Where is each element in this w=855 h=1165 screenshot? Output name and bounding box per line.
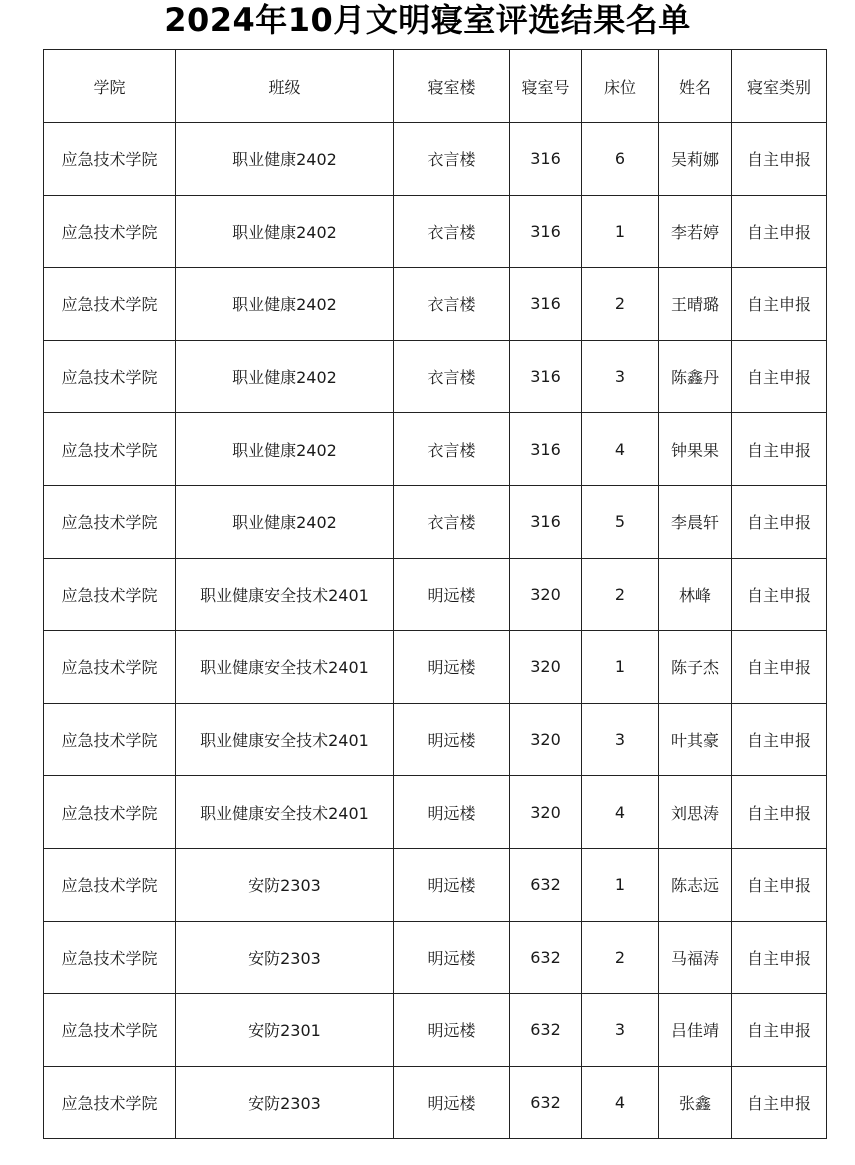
cell-category: 自主申报 [732,340,827,413]
cell-bed: 2 [582,558,659,631]
cell-room: 320 [510,631,582,704]
cell-building: 明远楼 [394,848,510,921]
cell-room: 316 [510,123,582,196]
table-header-row [44,50,827,123]
table-row [44,848,827,921]
cell-name: 陈鑫丹 [659,340,732,413]
cell-class: 职业健康安全技术2401 [176,776,394,849]
cell-bed: 1 [582,631,659,704]
cell-bed: 4 [582,1066,659,1139]
cell-bed: 1 [582,848,659,921]
cell-name: 钟果果 [659,413,732,486]
cell-room: 632 [510,848,582,921]
cell-building: 衣言楼 [394,485,510,558]
cell-room: 316 [510,485,582,558]
cell-building: 明远楼 [394,558,510,631]
cell-class: 职业健康2402 [176,123,394,196]
cell-building: 明远楼 [394,1066,510,1139]
cell-bed: 4 [582,776,659,849]
page-title: 2024年10月文明寝室评选结果名单 [164,1,691,39]
cell-college: 应急技术学院 [44,558,176,631]
table-row [44,558,827,631]
cell-bed: 3 [582,994,659,1067]
cell-college: 应急技术学院 [44,413,176,486]
header-name: 姓名 [659,50,732,123]
cell-category: 自主申报 [732,558,827,631]
cell-class: 安防2303 [176,921,394,994]
cell-room: 316 [510,413,582,486]
cell-name: 王晴璐 [659,268,732,341]
cell-college: 应急技术学院 [44,776,176,849]
cell-college: 应急技术学院 [44,1066,176,1139]
cell-building: 衣言楼 [394,413,510,486]
cell-category: 自主申报 [732,485,827,558]
cell-class: 职业健康2402 [176,485,394,558]
cell-class: 安防2303 [176,848,394,921]
cell-building: 衣言楼 [394,123,510,196]
cell-room: 632 [510,921,582,994]
cell-class: 职业健康安全技术2401 [176,703,394,776]
cell-class: 职业健康2402 [176,195,394,268]
header-room: 寝室号 [510,50,582,123]
cell-name: 张鑫 [659,1066,732,1139]
cell-name: 刘思涛 [659,776,732,849]
cell-room: 316 [510,340,582,413]
cell-college: 应急技术学院 [44,703,176,776]
cell-bed: 2 [582,921,659,994]
cell-category: 自主申报 [732,1066,827,1139]
cell-class: 职业健康2402 [176,340,394,413]
header-category: 寝室类别 [732,50,827,123]
cell-class: 职业健康2402 [176,413,394,486]
cell-name: 吴莉娜 [659,123,732,196]
table-row [44,631,827,704]
cell-room: 316 [510,195,582,268]
cell-bed: 6 [582,123,659,196]
cell-college: 应急技术学院 [44,848,176,921]
cell-building: 衣言楼 [394,340,510,413]
cell-bed: 1 [582,195,659,268]
cell-building: 衣言楼 [394,195,510,268]
cell-class: 职业健康2402 [176,268,394,341]
cell-name: 叶其豪 [659,703,732,776]
cell-college: 应急技术学院 [44,268,176,341]
cell-category: 自主申报 [732,413,827,486]
cell-room: 320 [510,558,582,631]
cell-room: 632 [510,1066,582,1139]
cell-name: 陈志远 [659,848,732,921]
cell-name: 陈子杰 [659,631,732,704]
cell-category: 自主申报 [732,268,827,341]
cell-name: 李晨轩 [659,485,732,558]
cell-bed: 2 [582,268,659,341]
cell-category: 自主申报 [732,195,827,268]
table-row [44,413,827,486]
cell-room: 632 [510,994,582,1067]
cell-college: 应急技术学院 [44,123,176,196]
cell-category: 自主申报 [732,776,827,849]
header-college: 学院 [44,50,176,123]
cell-college: 应急技术学院 [44,340,176,413]
table-row [44,1066,827,1139]
table-row [44,195,827,268]
cell-name: 马福涛 [659,921,732,994]
cell-building: 衣言楼 [394,268,510,341]
cell-category: 自主申报 [732,631,827,704]
cell-bed: 4 [582,413,659,486]
cell-class: 职业健康安全技术2401 [176,558,394,631]
table-row [44,994,827,1067]
cell-building: 明远楼 [394,921,510,994]
cell-name: 李若婷 [659,195,732,268]
table-row [44,123,827,196]
table-row [44,776,827,849]
header-building: 寝室楼 [394,50,510,123]
cell-class: 安防2301 [176,994,394,1067]
cell-name: 林峰 [659,558,732,631]
table-row [44,485,827,558]
header-class: 班级 [176,50,394,123]
cell-category: 自主申报 [732,848,827,921]
table-row [44,268,827,341]
cell-category: 自主申报 [732,994,827,1067]
cell-class: 安防2303 [176,1066,394,1139]
cell-building: 明远楼 [394,994,510,1067]
cell-college: 应急技术学院 [44,921,176,994]
table-row [44,340,827,413]
header-bed: 床位 [582,50,659,123]
cell-category: 自主申报 [732,123,827,196]
cell-bed: 3 [582,703,659,776]
cell-building: 明远楼 [394,703,510,776]
cell-college: 应急技术学院 [44,485,176,558]
result-table [43,49,827,1139]
cell-category: 自主申报 [732,921,827,994]
table-row [44,703,827,776]
table-row [44,921,827,994]
cell-college: 应急技术学院 [44,994,176,1067]
cell-building: 明远楼 [394,631,510,704]
cell-name: 吕佳靖 [659,994,732,1067]
cell-college: 应急技术学院 [44,195,176,268]
cell-room: 320 [510,776,582,849]
cell-college: 应急技术学院 [44,631,176,704]
cell-category: 自主申报 [732,703,827,776]
cell-bed: 5 [582,485,659,558]
cell-building: 明远楼 [394,776,510,849]
cell-bed: 3 [582,340,659,413]
cell-room: 316 [510,268,582,341]
cell-class: 职业健康安全技术2401 [176,631,394,704]
cell-room: 320 [510,703,582,776]
